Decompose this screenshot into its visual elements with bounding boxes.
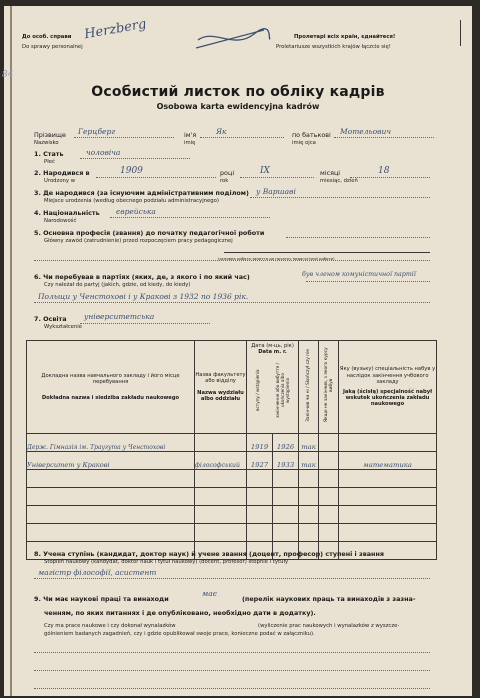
works-label-pl-2: gólnieniem badanych zagadnień, czy i gdzie opublikował swoje prace, konieczne podać w załączniku). (44, 631, 315, 637)
header-right-ua: Пролетарі всіх країн, єднайтеся! (294, 34, 396, 40)
name-field-line (200, 137, 284, 138)
birth-year-line (96, 177, 216, 178)
name-label-pl: imię (184, 140, 196, 146)
institution-cell: Держ. Гімназія ім. Траугута у Ченстохові (27, 434, 195, 452)
table-row (27, 524, 437, 542)
birthplace-field-line (250, 197, 430, 198)
header-handwritten-name: Herzberg (83, 16, 148, 43)
degree-field-line (34, 578, 430, 579)
name-value: Як (216, 127, 227, 136)
works-label-ua-1: 9. Чи має наукові праці та винаходи (34, 595, 169, 603)
birth-month-value: IX (260, 166, 270, 176)
exit-cell: 1933 (273, 452, 299, 470)
birth-label-pl: Urodzony w (44, 178, 76, 184)
patronymic-label-pl: imię ojca (292, 140, 316, 146)
birthplace-label-pl: Miejsce urodzenia (według obecnego podziału administracyjnego) (44, 198, 219, 204)
crossed-out-scribble (194, 26, 274, 56)
birth-day-value: 18 (378, 166, 390, 176)
birth-label-ua: 2. Народився в (34, 169, 90, 177)
col-dates: Дата (м-ць, рік) Data m. r. вступу / wstąpienia закінчення або вибуття / ukończenia albo wystąpienia (247, 341, 299, 434)
surname-label-ua: Прізвище (34, 131, 66, 139)
degree-label-ua: 8. Учена ступінь (кандидат, доктор наук) й учене звання (доцент, професор) ступені і звання (34, 550, 384, 558)
degree-label-pl: Stopień naukowy (kandydat, doktor nauk i tytuł naukowy) (docent, profesor) stopnie i tytuły (44, 559, 289, 565)
finished-cell: так (299, 434, 319, 452)
faculty-cell: філософський (195, 452, 247, 470)
birth-month-line (240, 177, 314, 178)
works-line-1 (34, 652, 430, 653)
works-label-pl-1: Czy ma prace naukowe i czy dokonał wynalazków (44, 623, 176, 629)
finished-cell: так (299, 452, 319, 470)
entry-cell: 1927 (247, 452, 273, 470)
personnel-record-sheet (4, 6, 472, 696)
surname-value: Герцберг (78, 127, 116, 136)
exit-cell: 1926 (273, 434, 299, 452)
birthplace-label-ua: 3. Де народився (за існуючим адміністративним поділом) (34, 189, 249, 197)
works-label-ua-2: ченням, по яких питаннях і де опубліковано, необхідно дати в додатку). (44, 609, 316, 617)
incomplete-cell (319, 452, 339, 470)
party-value-1: був членом комуністичної партії (302, 271, 416, 278)
nationality-label-ua: 4. Національність (34, 209, 100, 217)
table-row (27, 470, 437, 488)
col-exit-label: закінчення або вибуття / ukończenia albo wystąpienia (275, 362, 291, 418)
sex-label-pl: Płeć (44, 159, 55, 165)
nationality-value: єврейська (116, 207, 156, 216)
education-label-pl: Wykształcenie (44, 324, 82, 330)
form-title: Особистий листок по обліку кадрів (91, 84, 385, 100)
works-line-3 (34, 688, 430, 689)
patronymic-label-ua: по батькові (292, 131, 331, 139)
education-value: університетська (84, 312, 155, 321)
specialty-cell: математика (339, 452, 437, 470)
party-label-ua: 6. Чи перебував в партіях (яких, де, з якого і по який час) (34, 273, 250, 281)
table-row (27, 506, 437, 524)
profession-label-ua: 5. Основна професія (звання) до початку педагогічної роботи (34, 229, 265, 237)
party-value-2: Польщи у Ченстохові і у Кракові з 1932 по 1936 рік. (38, 292, 249, 301)
profession-second-line (34, 260, 430, 261)
col-institution: Докладна назва навчального закладу і його місце перебування Dokładna nazwa i siedziba zakładu naukowego (27, 341, 195, 434)
sex-field-line (80, 158, 190, 159)
institution-cell: Університет у Кракові (27, 452, 195, 470)
incomplete-cell (319, 434, 339, 452)
birth-month-label-pl: miesiąc, dzień (320, 178, 358, 184)
form-subtitle: Osobowa karta ewidencyjna kadrów (156, 102, 320, 111)
col-faculty: Назва факультету або відділу Nazwa wydziału albo oddziału (195, 341, 247, 434)
party-field-line (306, 281, 430, 282)
birthplace-value: у Варшаві (256, 187, 296, 196)
profession-note: (основна робота заняття до початку педагогічної роботи) (218, 256, 335, 261)
works-label-ua-1b: (перелік наукових праць та винаходів з зазна- (242, 595, 416, 603)
surname-field-line (74, 137, 174, 138)
works-label-pl-1b: (wyliczenie prac naukowych i wynalazków z wyszcze- (258, 623, 400, 629)
faculty-cell (195, 434, 247, 452)
degree-value: магістр філософії, асистент (38, 568, 157, 577)
nationality-label-pl: Narodowość (44, 218, 77, 224)
birth-year-label-ua: році (220, 169, 235, 177)
col-finished: Закінчив чи ні / Skończył czy nie (299, 341, 319, 434)
works-value: має (202, 589, 217, 598)
sex-label-ua: 1. Стать (34, 150, 64, 158)
profession-field-line (286, 237, 430, 238)
header-right-pl: Proletariusze wszystkich krajów łączcie się! (276, 44, 391, 50)
patronymic-field-line (334, 137, 434, 138)
name-label-ua: ім'я (184, 131, 197, 139)
birth-day-line (350, 177, 430, 178)
entry-cell: 1919 (247, 434, 273, 452)
sex-value: чоловіча (86, 148, 121, 157)
works-line-2 (34, 670, 430, 671)
nationality-field-line (110, 217, 270, 218)
header-left-ua: До особ. справи (22, 34, 72, 40)
party-label-pl: Czy należał do partyj (jakich, gdzie, od kiedy, do kiedy) (44, 282, 191, 288)
col-specialty: Яку (вузьку) спеціальність набув у наслідок закінчення учбового закладу Jaką (ścisłą) specjalność nabył wskutek ukończenia zakładu naukowego (339, 341, 437, 434)
col-entry-label: вступу / wstąpienia (254, 369, 260, 412)
education-label-ua: 7. Освіта (34, 315, 67, 323)
profession-label-pl: Główny zawód (zatrudnienie) przed rozpoczęciem pracy pedagogicznej (44, 238, 233, 244)
table-row (27, 452, 437, 470)
corner-mark (460, 20, 461, 46)
birth-month-label-ua: місяці (320, 169, 341, 177)
margin-pencil-note: 84 (2, 70, 14, 80)
birth-year-value: 1909 (120, 166, 143, 176)
col-incomplete: Якщо не закінчив, з якого курсу вибув (319, 341, 339, 434)
header-left-pl: Do sprawy personalnej (22, 44, 83, 50)
surname-label-pl: Nazwisko (34, 140, 59, 146)
birth-year-label-pl: rok (220, 178, 229, 184)
education-field-line (80, 323, 210, 324)
education-table (26, 340, 437, 560)
profession-strike-line (224, 252, 430, 253)
table-row (27, 434, 437, 452)
table-row (27, 488, 437, 506)
patronymic-value: Мотельович (340, 127, 391, 136)
party-second-line (34, 302, 430, 303)
specialty-cell (339, 434, 437, 452)
